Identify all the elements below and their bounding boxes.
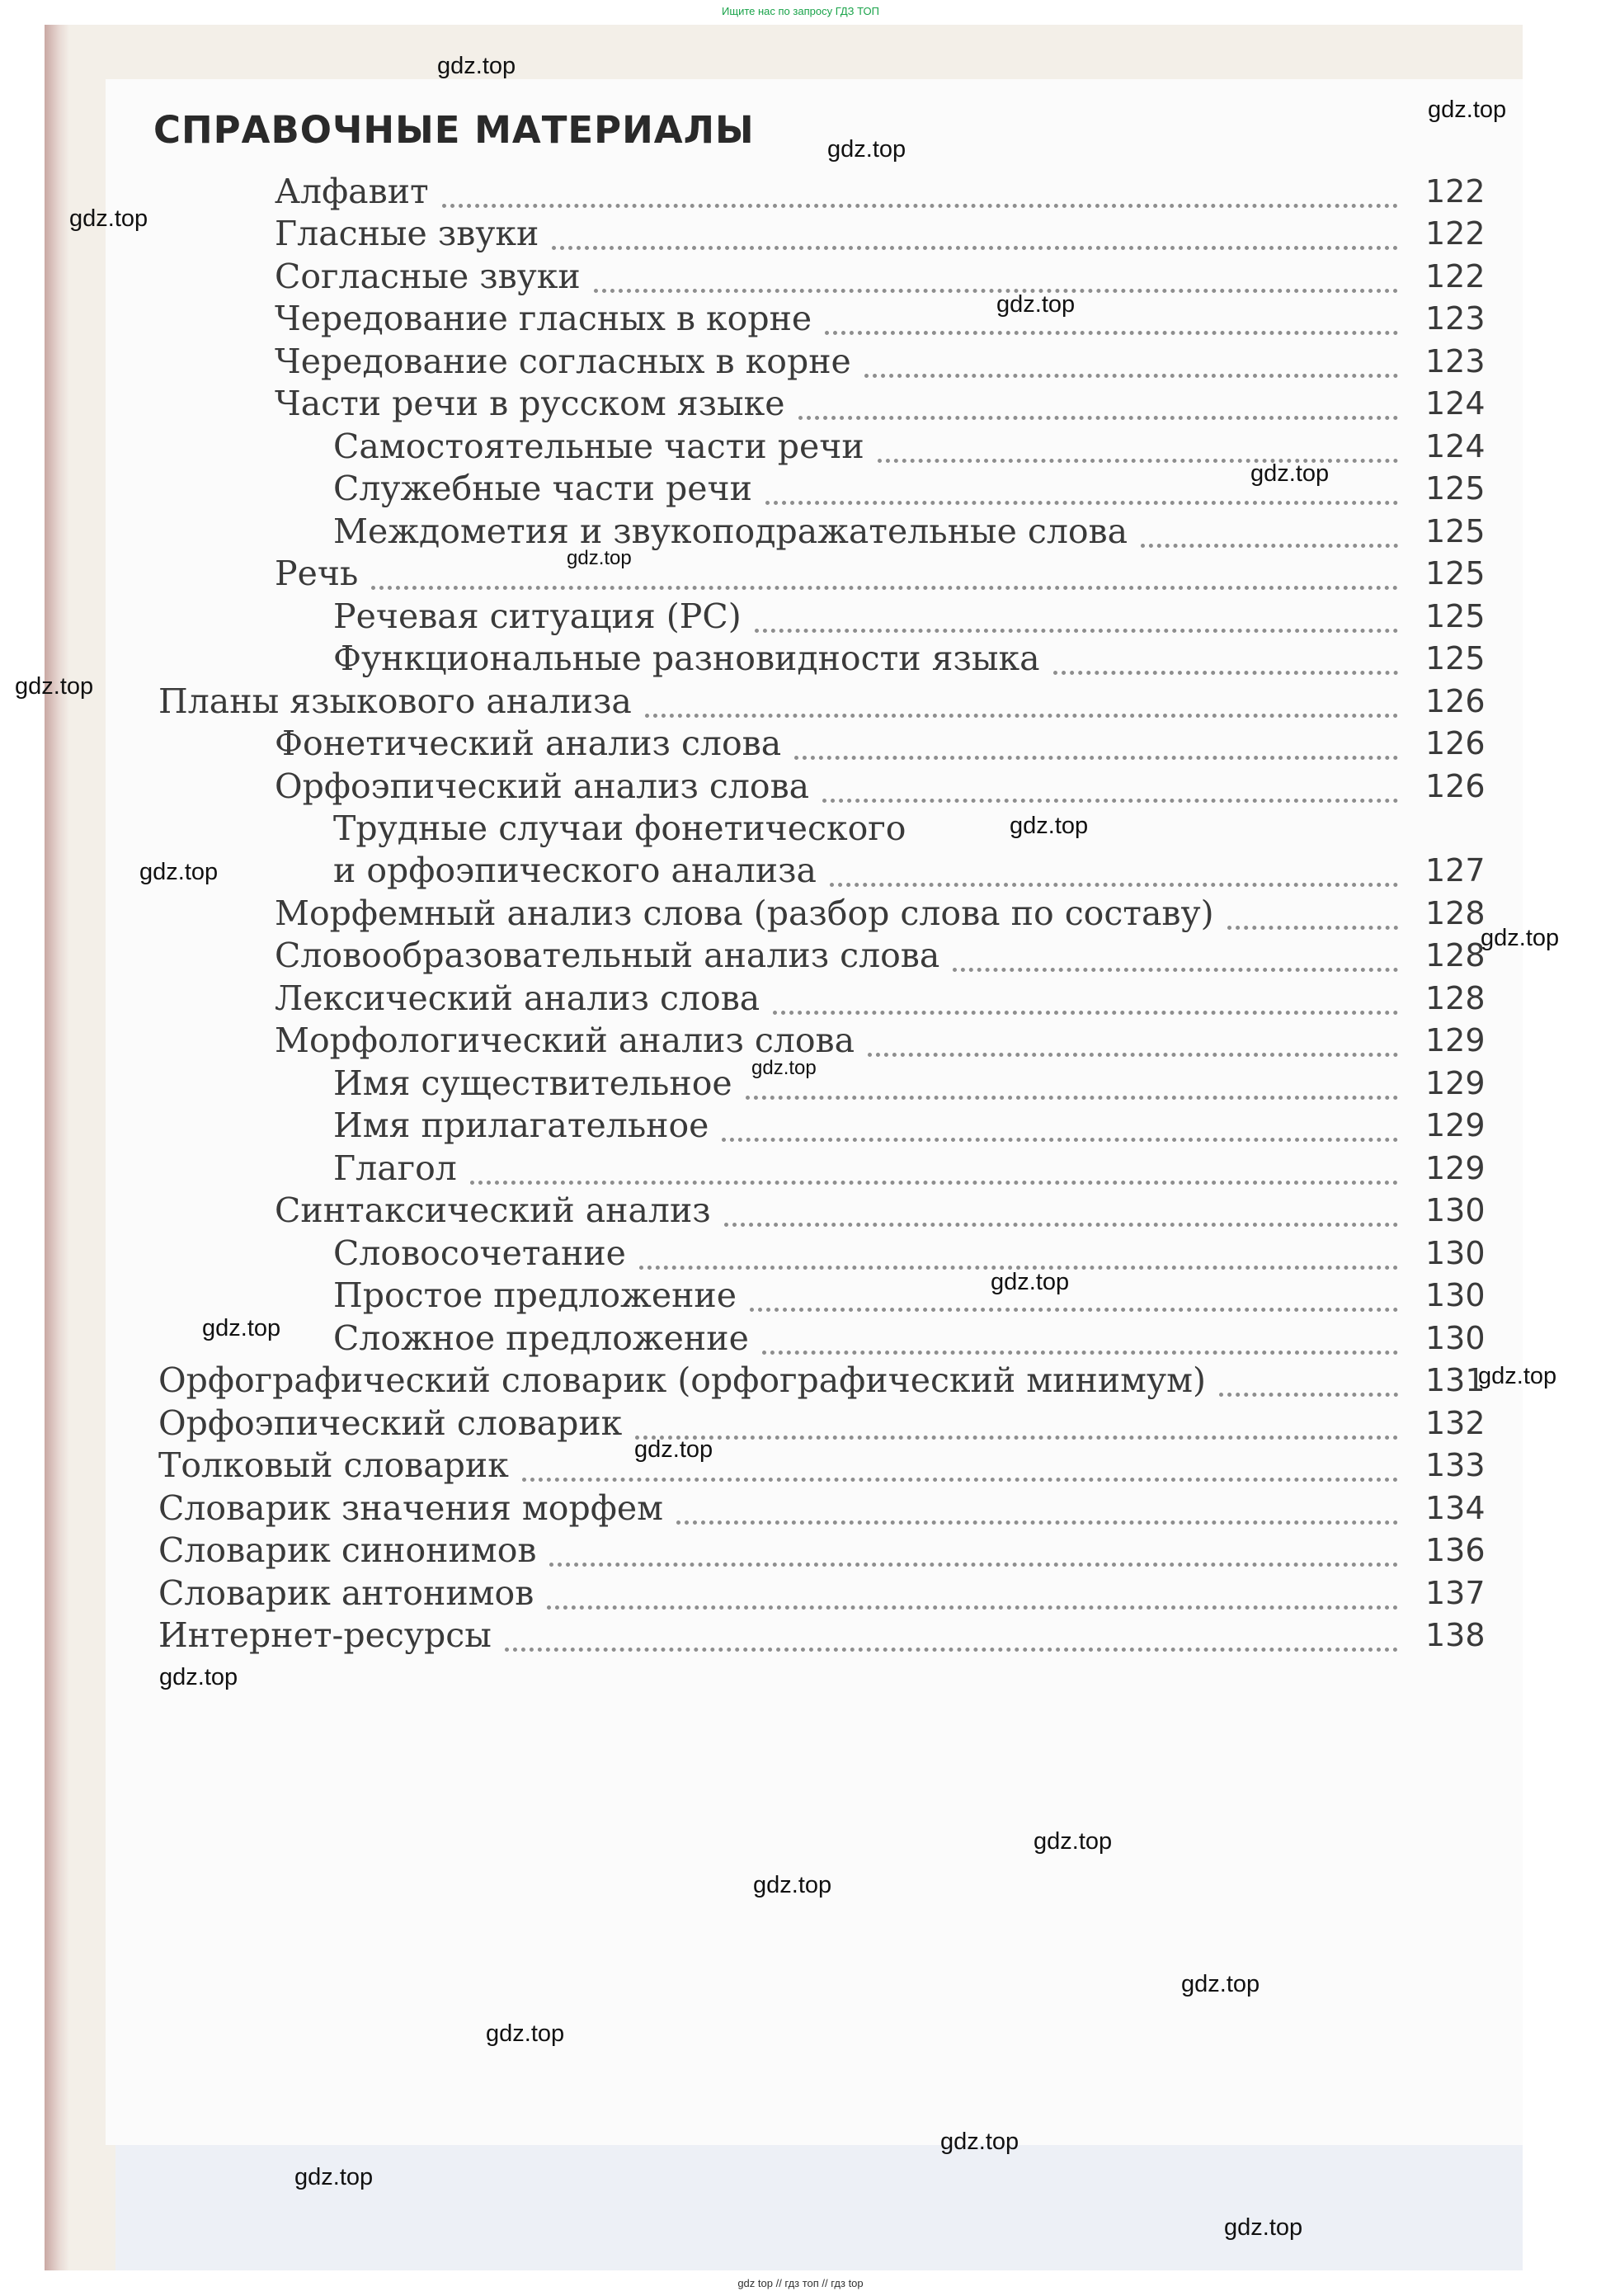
- toc-entry-title: Морфологический анализ слова: [275, 1021, 855, 1060]
- dotted-leader: [470, 1156, 1398, 1185]
- toc-entry[interactable]: [333, 637, 1486, 680]
- toc-entry-title: Интернет-ресурсы: [158, 1615, 492, 1655]
- toc-entry-title: Чередование гласных в корне: [275, 299, 812, 338]
- watermark-text: gdz.top: [1481, 925, 1560, 951]
- watermark-text: gdz.top: [996, 291, 1076, 318]
- watermark-text: gdz.top: [567, 547, 632, 569]
- toc-entry[interactable]: [275, 297, 1486, 340]
- toc-entry[interactable]: [275, 382, 1486, 425]
- watermark-text: gdz.top: [991, 1269, 1070, 1295]
- toc-entry-title: Согласные звуки: [275, 257, 581, 296]
- toc-entry-page-number: 129: [1425, 1107, 1486, 1143]
- toc-entry[interactable]: [158, 680, 1486, 723]
- toc-entry-page-number: 125: [1425, 555, 1486, 592]
- toc-entry[interactable]: [158, 1444, 1486, 1487]
- watermark-text: gdz.top: [827, 136, 906, 163]
- watermark-text: gdz.top: [1250, 460, 1330, 487]
- watermark-text: gdz.top: [202, 1315, 281, 1341]
- toc-entry-title: Словарик антонимов: [158, 1573, 534, 1613]
- toc-entry-page-number: 131: [1425, 1362, 1486, 1398]
- toc-entry-page-number: 122: [1425, 173, 1486, 210]
- watermark-text: gdz.top: [139, 859, 219, 885]
- toc-entry-page-number: 124: [1425, 385, 1486, 422]
- toc-entry[interactable]: [275, 934, 1486, 977]
- toc-entry-title: Толковый словарик: [158, 1445, 509, 1485]
- toc-entry[interactable]: [333, 595, 1486, 638]
- toc-entry-page-number: 122: [1425, 215, 1486, 252]
- toc-entry[interactable]: [333, 1232, 1486, 1275]
- toc-entry-title: Словообразовательный анализ слова: [275, 936, 940, 975]
- section-heading: СПРАВОЧНЫЕ МАТЕРИАЛЫ: [153, 108, 755, 152]
- toc-entry-title: Самостоятельные части речи: [333, 427, 864, 466]
- toc-entry-title: Служебные части речи: [333, 469, 752, 508]
- dotted-leader: [371, 561, 1398, 590]
- dotted-leader: [953, 943, 1398, 972]
- toc-entry[interactable]: [158, 1487, 1486, 1530]
- toc-entry[interactable]: [158, 1614, 1486, 1657]
- toc-entry-page-number: 123: [1425, 343, 1486, 380]
- toc-entry[interactable]: [158, 1529, 1486, 1572]
- dotted-leader: [830, 858, 1398, 887]
- toc-entry-page-number: 126: [1425, 683, 1486, 719]
- toc-entry[interactable]: [333, 425, 1486, 468]
- toc-entry-title: Сложное предложение: [333, 1318, 749, 1358]
- toc-entry-page-number: 127: [1425, 852, 1486, 889]
- toc-entry-title: Простое предложение: [333, 1275, 737, 1315]
- top-banner[interactable]: Ищите нас по запросу ГДЗ ТОП: [722, 5, 879, 17]
- dotted-leader: [547, 1581, 1398, 1610]
- watermark-text: gdz.top: [1428, 97, 1507, 123]
- toc-entry-page-number: 125: [1425, 598, 1486, 634]
- toc-entry-page-number: 122: [1425, 258, 1486, 295]
- toc-entry-title: Морфемный анализ слова (разбор слова по составу): [275, 893, 1214, 933]
- toc-entry[interactable]: [333, 467, 1486, 510]
- toc-entry[interactable]: [333, 510, 1486, 553]
- toc-entry[interactable]: [158, 1359, 1486, 1402]
- toc-entry-page-number: 130: [1425, 1320, 1486, 1356]
- toc-entry-title: Междометия и звукоподражательные слова: [333, 512, 1128, 551]
- watermark-text: gdz.top: [1034, 1828, 1113, 1855]
- toc-entry-page-number: 125: [1425, 513, 1486, 549]
- dotted-leader: [773, 986, 1398, 1015]
- watermark-text: gdz.top: [1181, 1971, 1260, 1997]
- toc-entry-page-number: 138: [1425, 1617, 1486, 1653]
- dotted-leader: [722, 1113, 1398, 1142]
- toc-entry-title: Словарик синонимов: [158, 1530, 537, 1570]
- toc-entry-title: Гласные звуки: [275, 214, 539, 253]
- dotted-leader: [1053, 646, 1398, 675]
- toc-entry[interactable]: [333, 1104, 1486, 1147]
- toc-entry-title: Имя существительное: [333, 1063, 732, 1103]
- toc-entry-page-number: 130: [1425, 1235, 1486, 1271]
- watermark-text: gdz.top: [486, 2020, 565, 2047]
- dotted-leader: [762, 1326, 1398, 1355]
- dotted-leader: [1141, 519, 1398, 548]
- toc-entry-page-number: 128: [1425, 980, 1486, 1016]
- toc-entry-title: Части речи в русском языке: [275, 384, 785, 423]
- toc-entry[interactable]: [333, 1147, 1486, 1190]
- watermark-text: gdz.top: [940, 2129, 1019, 2155]
- toc-entry-title: и орфоэпического анализа: [333, 851, 817, 890]
- toc-entry-page-number: 129: [1425, 1150, 1486, 1186]
- toc-entry-page-number: 136: [1425, 1532, 1486, 1568]
- toc-entry-title: Речь: [275, 554, 359, 593]
- dotted-leader: [822, 774, 1398, 803]
- watermark-text: gdz.top: [294, 2164, 374, 2190]
- watermark-text: gdz.top: [634, 1436, 713, 1463]
- toc-entry[interactable]: [333, 1274, 1486, 1317]
- toc-entry-title: Орфоэпический словарик: [158, 1403, 623, 1443]
- toc-entry[interactable]: [275, 255, 1486, 298]
- toc-entry[interactable]: [333, 849, 1486, 892]
- toc-entry-page-number: 133: [1425, 1447, 1486, 1483]
- toc-entry-title: Словосочетание: [333, 1233, 626, 1273]
- dotted-leader: [1227, 901, 1398, 930]
- toc-entry-title: Речевая ситуация (РС): [333, 596, 742, 636]
- dotted-leader: [868, 1028, 1398, 1057]
- bottom-banner[interactable]: gdz top // гдз топ // гдз top: [737, 2277, 864, 2289]
- watermark-text: gdz.top: [15, 673, 94, 700]
- watermark-text: gdz.top: [1010, 813, 1089, 839]
- watermark-text: gdz.top: [751, 1057, 817, 1079]
- toc-entry[interactable]: [158, 1572, 1486, 1615]
- dotted-leader: [676, 1496, 1398, 1525]
- toc-entry-title: Орфоэпический анализ слова: [275, 766, 810, 806]
- toc-entry[interactable]: [275, 212, 1486, 255]
- toc-entry-page-number: 134: [1425, 1490, 1486, 1526]
- dotted-leader: [750, 1283, 1398, 1312]
- toc-entry-title: Лексический анализ слова: [275, 978, 760, 1018]
- toc-entry-title: Имя прилагательное: [333, 1106, 709, 1145]
- dotted-leader: [864, 349, 1398, 378]
- toc-entry-title-line: Трудные случаи фонетического: [333, 809, 906, 848]
- dotted-leader: [552, 221, 1398, 250]
- watermark-text: gdz.top: [1224, 2214, 1303, 2241]
- dotted-leader: [878, 434, 1398, 463]
- toc-entry[interactable]: [275, 765, 1486, 808]
- toc-entry[interactable]: [275, 977, 1486, 1020]
- dotted-leader: [825, 306, 1398, 335]
- toc-entry[interactable]: [158, 1402, 1486, 1445]
- toc-entry[interactable]: [275, 1019, 1486, 1062]
- dotted-leader: [505, 1623, 1398, 1652]
- toc-entry-page-number: 129: [1425, 1065, 1486, 1101]
- dotted-leader: [1219, 1368, 1398, 1397]
- toc-entry-page-number: 130: [1425, 1277, 1486, 1313]
- toc-entry[interactable]: [333, 1317, 1486, 1360]
- toc-entry-title: Чередование согласных в корне: [275, 342, 851, 381]
- toc-entry-page-number: 137: [1425, 1575, 1486, 1611]
- dotted-leader: [594, 264, 1398, 293]
- toc-entry-page-number: 128: [1425, 937, 1486, 974]
- toc-entry-title: Словарик значения морфем: [158, 1488, 663, 1528]
- toc-entry[interactable]: [275, 552, 1486, 595]
- watermark-text: gdz.top: [69, 205, 148, 232]
- watermark-text: gdz.top: [437, 53, 516, 79]
- toc-entry-page-number: 125: [1425, 640, 1486, 677]
- toc-entry[interactable]: [333, 1062, 1486, 1105]
- toc-entry-page-number: 132: [1425, 1405, 1486, 1441]
- dotted-leader: [794, 731, 1398, 760]
- toc-entry[interactable]: [275, 1189, 1486, 1232]
- toc-entry-page-number: 123: [1425, 300, 1486, 337]
- watermark-text: gdz.top: [1478, 1363, 1557, 1389]
- watermark-text: gdz.top: [159, 1664, 238, 1690]
- toc-entry[interactable]: [275, 170, 1486, 213]
- toc-entry-page-number: 129: [1425, 1022, 1486, 1058]
- toc-entry-page-number: 130: [1425, 1192, 1486, 1228]
- toc-entry[interactable]: [275, 340, 1486, 383]
- toc-entry-title: Глагол: [333, 1148, 457, 1188]
- watermark-text: gdz.top: [753, 1872, 832, 1898]
- toc-entry[interactable]: [275, 892, 1486, 935]
- dotted-leader: [798, 391, 1398, 420]
- toc-entry-title: Алфавит: [275, 172, 429, 211]
- dotted-leader: [645, 689, 1398, 718]
- toc-entry-title: Синтаксический анализ: [275, 1190, 711, 1230]
- toc-entry-page-number: 126: [1425, 768, 1486, 804]
- dotted-leader: [442, 179, 1398, 208]
- toc-entry-page-number: 125: [1425, 470, 1486, 507]
- toc-entry-page-number: 128: [1425, 895, 1486, 931]
- dotted-leader: [639, 1241, 1398, 1270]
- toc-entry-title: Фонетический анализ слова: [275, 724, 782, 763]
- toc-entry[interactable]: [275, 722, 1486, 765]
- toc-entry-page-number: 124: [1425, 428, 1486, 464]
- toc-entry-page-number: 126: [1425, 725, 1486, 761]
- dotted-leader: [724, 1198, 1398, 1227]
- dotted-leader: [635, 1411, 1398, 1440]
- toc-entry-title: Функциональные разновидности языка: [333, 639, 1040, 678]
- dotted-leader: [549, 1538, 1398, 1567]
- toc-entry-title: Орфографический словарик (орфографический минимум): [158, 1360, 1207, 1400]
- dotted-leader: [746, 1071, 1398, 1100]
- toc-entry-title: Планы языкового анализа: [158, 681, 632, 721]
- dotted-leader: [755, 604, 1398, 633]
